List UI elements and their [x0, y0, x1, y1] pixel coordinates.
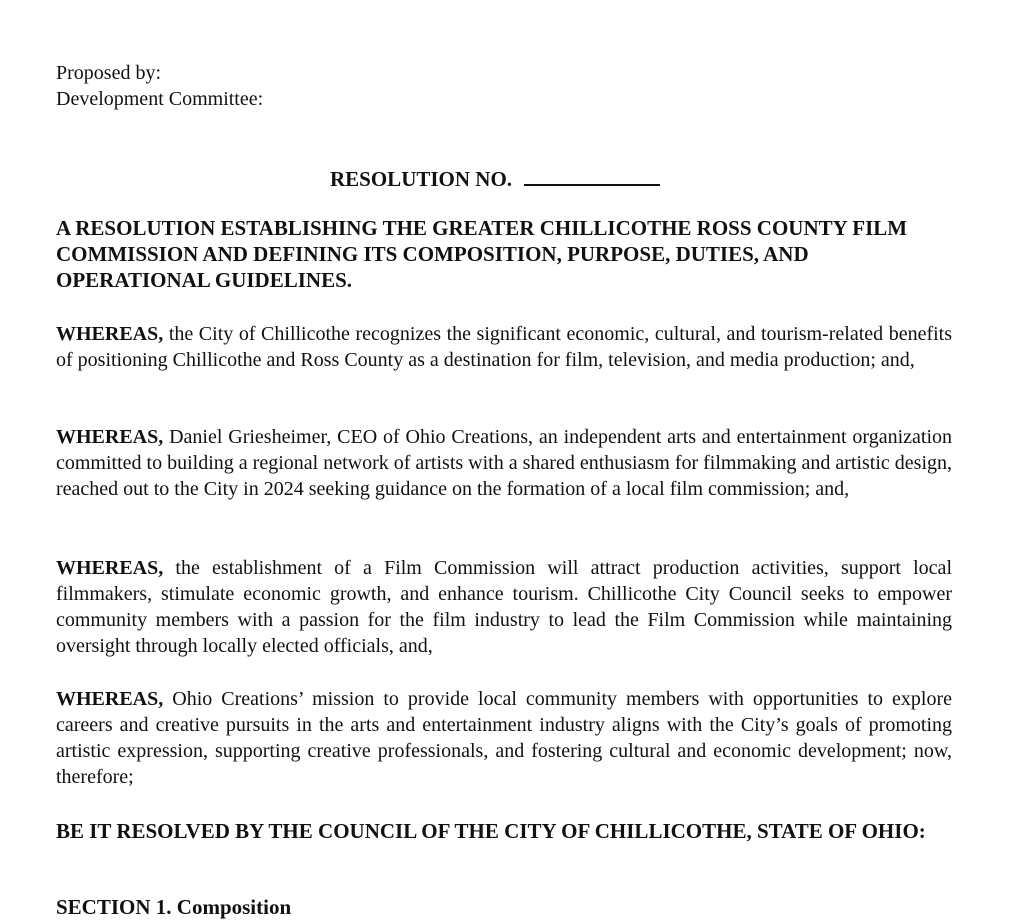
whereas-text: Ohio Creations’ mission to provide local community members with opportunities to explore careers and creative pursuits in the arts and entertainment industry aligns with the City’s goals of promoting artistic expression, supporting creative professionals, and fostering cultural and economic development; now, therefore; — [56, 688, 952, 788]
whereas-text: Daniel Griesheimer, CEO of Ohio Creations, an independent arts and entertainment organization committed to building a regional network of artists with a shared enthusiasm for filmmaking and artistic design, reached out to the City in 2024 seeking guidance on the formation of a local film commission; and, — [56, 426, 952, 500]
whereas-lead: WHEREAS, — [56, 323, 164, 345]
proposed-by-label: Proposed by: — [56, 62, 161, 84]
whereas-clause — [56, 555, 952, 659]
whereas-lead: WHEREAS, — [56, 426, 164, 448]
resolution-number-heading — [330, 164, 660, 193]
resolved-clause: BE IT RESOLVED BY THE COUNCIL OF THE CITY OF CHILLICOTHE, STATE OF OHIO: — [56, 819, 926, 843]
resolution-title: A RESOLUTION ESTABLISHING THE GREATER CHILLICOTHE ROSS COUNTY FILM COMMISSION AND DEFINING ITS COMPOSITION, PURPOSE, DUTIES, AND OPERATIONAL GUIDELINES. — [56, 216, 908, 292]
section-1-heading: SECTION 1. Composition — [56, 895, 292, 919]
resolution-number-label: RESOLUTION NO. — [330, 167, 513, 191]
committee-label: Development Committee: — [56, 88, 264, 110]
whereas-clause — [56, 321, 952, 373]
proposed-by-block — [56, 60, 263, 112]
resolution-number-blank — [524, 164, 660, 186]
whereas-clause — [56, 424, 952, 502]
whereas-text: the establishment of a Film Commission will attract production activities, support local filmmakers, stimulate economic growth, and enhance tourism. Chillicothe City Council seeks to empower community members with a passion for the film industry to lead the Film Commission while maintaining oversight through locally elected officials, and, — [56, 557, 952, 657]
whereas-lead: WHEREAS, — [56, 688, 164, 710]
whereas-clause — [56, 686, 952, 790]
whereas-lead: WHEREAS, — [56, 557, 164, 579]
whereas-text: the City of Chillicothe recognizes the significant economic, cultural, and tourism-related benefits of positioning Chillicothe and Ross County as a destination for film, television, and media production; and, — [56, 323, 952, 371]
